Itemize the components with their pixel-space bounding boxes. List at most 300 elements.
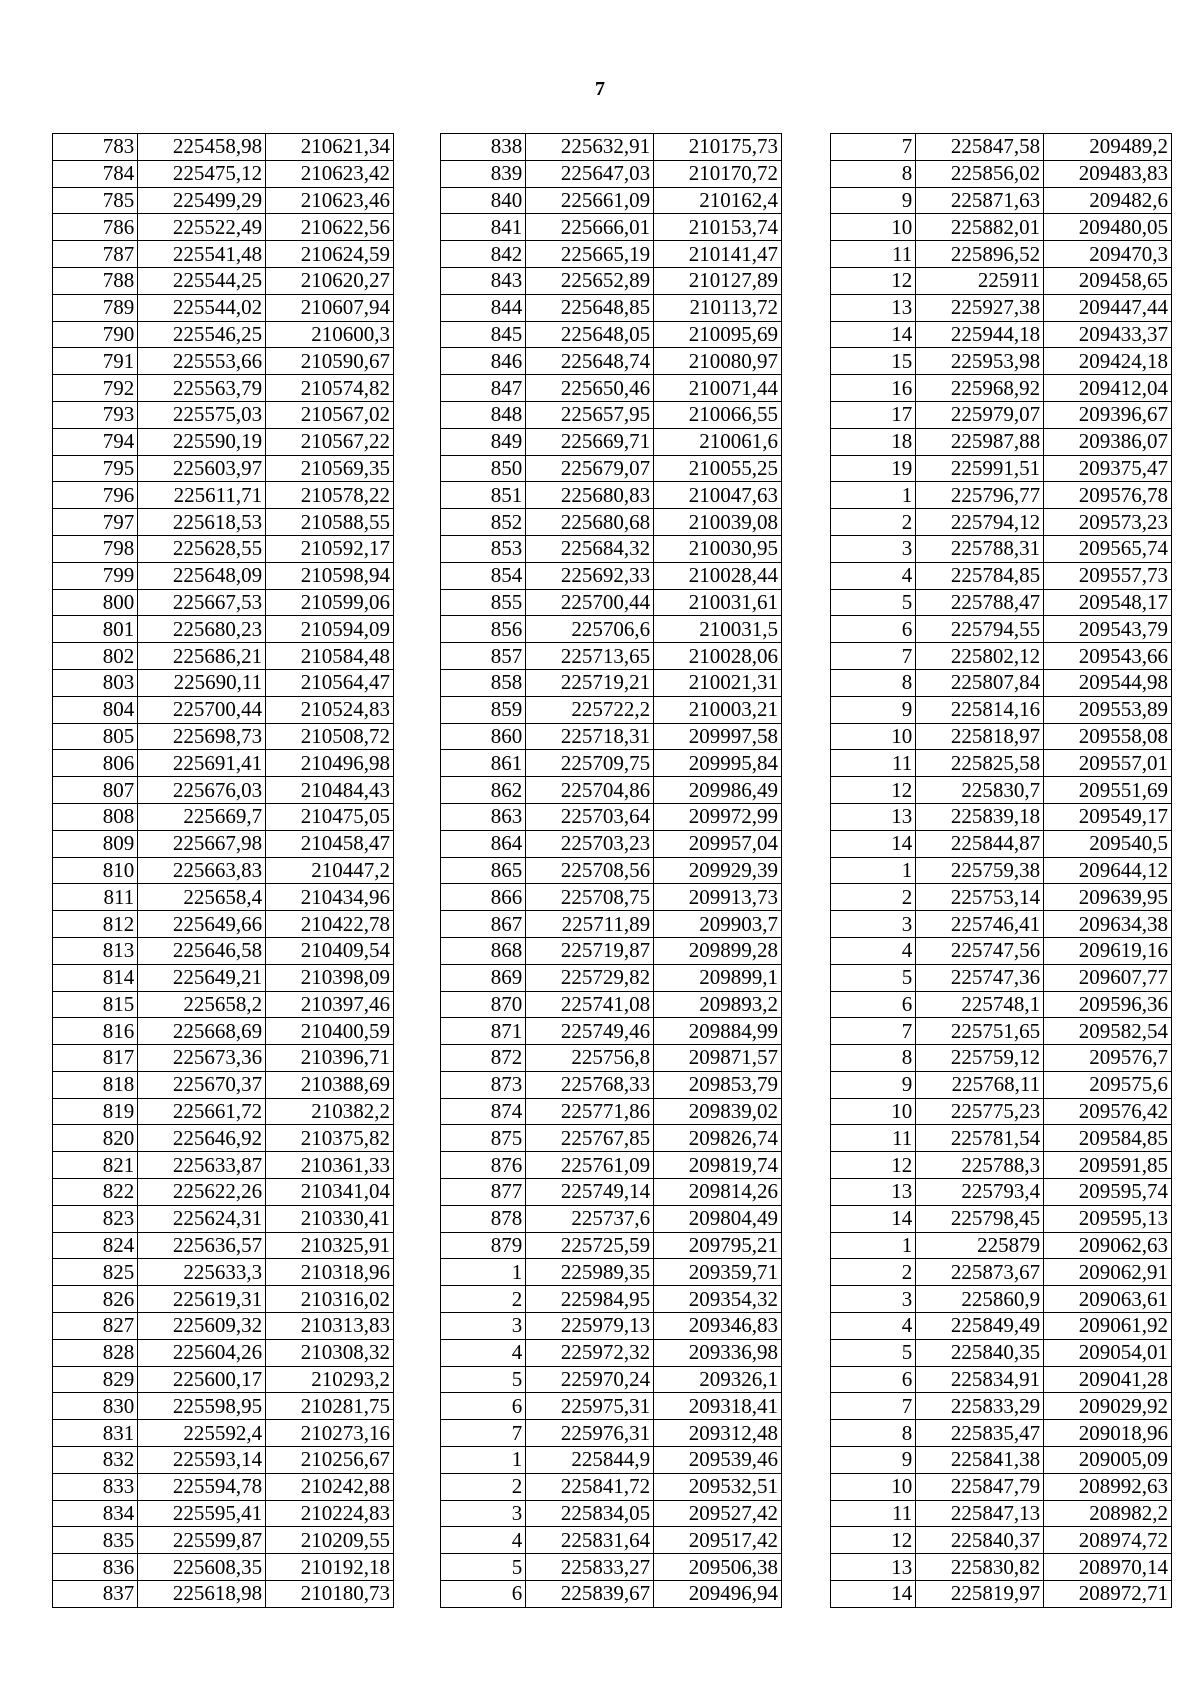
- table-row: [441, 160, 782, 187]
- point-number-cell: 836: [53, 1554, 138, 1581]
- y-coordinate-cell: 210318,96: [266, 1259, 394, 1286]
- y-coordinate-cell: 209619,16: [1044, 937, 1172, 964]
- table-row: [53, 1366, 394, 1393]
- x-coordinate-cell: 225834,91: [916, 1366, 1044, 1393]
- point-number-cell: 790: [53, 321, 138, 348]
- x-coordinate-cell: 225718,31: [526, 723, 654, 750]
- table-row: [53, 1179, 394, 1206]
- x-coordinate-cell: 225753,14: [916, 884, 1044, 911]
- table-row: [441, 1018, 782, 1045]
- x-coordinate-cell: 225658,4: [138, 884, 266, 911]
- table-row: [831, 1420, 1172, 1447]
- table-row: [831, 1581, 1172, 1608]
- point-number-cell: 840: [441, 187, 526, 214]
- y-coordinate-cell: 210382,2: [266, 1098, 394, 1125]
- point-number-cell: 14: [831, 1581, 916, 1608]
- table-row: [441, 1554, 782, 1581]
- table-row: [441, 1393, 782, 1420]
- x-coordinate-cell: 225544,02: [138, 294, 266, 321]
- y-coordinate-cell: 210508,72: [266, 723, 394, 750]
- table-row: [831, 1313, 1172, 1340]
- point-number-cell: 863: [441, 803, 526, 830]
- table-row: [53, 134, 394, 161]
- point-number-cell: 791: [53, 348, 138, 375]
- point-number-cell: 19: [831, 455, 916, 482]
- x-coordinate-cell: 225708,75: [526, 884, 654, 911]
- y-coordinate-cell: 209312,48: [654, 1420, 782, 1447]
- table-row: [53, 1125, 394, 1152]
- y-coordinate-cell: 209558,08: [1044, 723, 1172, 750]
- y-coordinate-cell: 209540,5: [1044, 830, 1172, 857]
- x-coordinate-cell: 225703,64: [526, 803, 654, 830]
- table-row: [831, 1366, 1172, 1393]
- x-coordinate-cell: 225658,2: [138, 991, 266, 1018]
- table-row: [53, 1339, 394, 1366]
- x-coordinate-cell: 225624,31: [138, 1205, 266, 1232]
- y-coordinate-cell: 210434,96: [266, 884, 394, 911]
- y-coordinate-cell: 209424,18: [1044, 348, 1172, 375]
- point-number-cell: 859: [441, 696, 526, 723]
- x-coordinate-cell: 225768,33: [526, 1071, 654, 1098]
- table-row: [441, 911, 782, 938]
- y-coordinate-cell: 210293,2: [266, 1366, 394, 1393]
- y-coordinate-cell: 210458,47: [266, 830, 394, 857]
- point-number-cell: 817: [53, 1045, 138, 1072]
- table-row: [441, 187, 782, 214]
- table-row: [53, 428, 394, 455]
- point-number-cell: 850: [441, 455, 526, 482]
- y-coordinate-cell: 209576,42: [1044, 1098, 1172, 1125]
- x-coordinate-cell: 225788,47: [916, 589, 1044, 616]
- page-number: 7: [595, 78, 605, 100]
- y-coordinate-cell: 209582,54: [1044, 1018, 1172, 1045]
- x-coordinate-cell: 225698,73: [138, 723, 266, 750]
- x-coordinate-cell: 225856,02: [916, 160, 1044, 187]
- y-coordinate-cell: 210127,89: [654, 267, 782, 294]
- table-row: [441, 348, 782, 375]
- y-coordinate-cell: 209062,63: [1044, 1232, 1172, 1259]
- point-number-cell: 3: [441, 1500, 526, 1527]
- x-coordinate-cell: 225944,18: [916, 321, 1044, 348]
- point-number-cell: 787: [53, 241, 138, 268]
- table-row: [831, 214, 1172, 241]
- x-coordinate-cell: 225860,9: [916, 1286, 1044, 1313]
- y-coordinate-cell: 210003,21: [654, 696, 782, 723]
- y-coordinate-cell: 209595,74: [1044, 1179, 1172, 1206]
- y-coordinate-cell: 209853,79: [654, 1071, 782, 1098]
- table-row: [831, 482, 1172, 509]
- x-coordinate-cell: 225839,67: [526, 1581, 654, 1608]
- x-coordinate-cell: 225649,66: [138, 911, 266, 938]
- point-number-cell: 873: [441, 1071, 526, 1098]
- y-coordinate-cell: 209957,04: [654, 830, 782, 857]
- point-number-cell: 783: [53, 134, 138, 161]
- y-coordinate-cell: 209929,39: [654, 857, 782, 884]
- point-number-cell: 1: [831, 857, 916, 884]
- y-coordinate-cell: 210180,73: [266, 1581, 394, 1608]
- x-coordinate-cell: 225991,51: [916, 455, 1044, 482]
- x-coordinate-cell: 225594,78: [138, 1473, 266, 1500]
- x-coordinate-cell: 225667,53: [138, 589, 266, 616]
- table-row: [441, 643, 782, 670]
- table-row: [831, 1232, 1172, 1259]
- x-coordinate-cell: 225798,45: [916, 1205, 1044, 1232]
- y-coordinate-cell: 210524,83: [266, 696, 394, 723]
- y-coordinate-cell: 209814,26: [654, 1179, 782, 1206]
- table-row: [53, 1527, 394, 1554]
- table-row: [441, 937, 782, 964]
- point-number-cell: 8: [831, 160, 916, 187]
- table-row: [53, 509, 394, 536]
- y-coordinate-cell: 210153,74: [654, 214, 782, 241]
- point-number-cell: 829: [53, 1366, 138, 1393]
- y-coordinate-cell: 210047,63: [654, 482, 782, 509]
- x-coordinate-cell: 225788,3: [916, 1152, 1044, 1179]
- x-coordinate-cell: 225896,52: [916, 241, 1044, 268]
- x-coordinate-cell: 225871,63: [916, 187, 1044, 214]
- y-coordinate-cell: 209584,85: [1044, 1125, 1172, 1152]
- x-coordinate-cell: 225841,38: [916, 1447, 1044, 1474]
- point-number-cell: 827: [53, 1313, 138, 1340]
- point-number-cell: 866: [441, 884, 526, 911]
- y-coordinate-cell: 210031,61: [654, 589, 782, 616]
- table-row: [53, 348, 394, 375]
- table-row: [831, 643, 1172, 670]
- point-number-cell: 837: [53, 1581, 138, 1608]
- point-number-cell: 858: [441, 669, 526, 696]
- table-row: [831, 1473, 1172, 1500]
- table-row: [831, 241, 1172, 268]
- x-coordinate-cell: 225703,23: [526, 830, 654, 857]
- x-coordinate-cell: 225749,46: [526, 1018, 654, 1045]
- point-number-cell: 4: [831, 562, 916, 589]
- table-row: [441, 241, 782, 268]
- point-number-cell: 855: [441, 589, 526, 616]
- y-coordinate-cell: 209595,13: [1044, 1205, 1172, 1232]
- x-coordinate-cell: 225784,85: [916, 562, 1044, 589]
- y-coordinate-cell: 209972,99: [654, 803, 782, 830]
- y-coordinate-cell: 208974,72: [1044, 1527, 1172, 1554]
- y-coordinate-cell: 209458,65: [1044, 267, 1172, 294]
- point-number-cell: 849: [441, 428, 526, 455]
- x-coordinate-cell: 225835,47: [916, 1420, 1044, 1447]
- y-coordinate-cell: 210031,5: [654, 616, 782, 643]
- x-coordinate-cell: 225984,95: [526, 1286, 654, 1313]
- table-row: [53, 1045, 394, 1072]
- y-coordinate-cell: 209386,07: [1044, 428, 1172, 455]
- x-coordinate-cell: 225648,85: [526, 294, 654, 321]
- x-coordinate-cell: 225722,2: [526, 696, 654, 723]
- y-coordinate-cell: 210584,48: [266, 643, 394, 670]
- point-number-cell: 12: [831, 777, 916, 804]
- x-coordinate-cell: 225680,83: [526, 482, 654, 509]
- y-coordinate-cell: 209995,84: [654, 750, 782, 777]
- table-row: [831, 1045, 1172, 1072]
- y-coordinate-cell: 210316,02: [266, 1286, 394, 1313]
- point-number-cell: 8: [831, 1420, 916, 1447]
- point-number-cell: 786: [53, 214, 138, 241]
- y-coordinate-cell: 209826,74: [654, 1125, 782, 1152]
- point-number-cell: 11: [831, 241, 916, 268]
- table-row: [53, 187, 394, 214]
- x-coordinate-cell: 225593,14: [138, 1447, 266, 1474]
- point-number-cell: 1: [441, 1259, 526, 1286]
- y-coordinate-cell: 210623,46: [266, 187, 394, 214]
- y-coordinate-cell: 210095,69: [654, 321, 782, 348]
- point-number-cell: 6: [831, 991, 916, 1018]
- table-row: [441, 401, 782, 428]
- x-coordinate-cell: 225802,12: [916, 643, 1044, 670]
- x-coordinate-cell: 225661,09: [526, 187, 654, 214]
- x-coordinate-cell: 225665,19: [526, 241, 654, 268]
- table-row: [53, 1447, 394, 1474]
- x-coordinate-cell: 225709,75: [526, 750, 654, 777]
- table-row: [831, 321, 1172, 348]
- x-coordinate-cell: 225882,01: [916, 214, 1044, 241]
- x-coordinate-cell: 225761,09: [526, 1152, 654, 1179]
- x-coordinate-cell: 225818,97: [916, 723, 1044, 750]
- x-coordinate-cell: 225719,21: [526, 669, 654, 696]
- y-coordinate-cell: 210281,75: [266, 1393, 394, 1420]
- y-coordinate-cell: 210398,09: [266, 964, 394, 991]
- table-row: [831, 830, 1172, 857]
- point-number-cell: 810: [53, 857, 138, 884]
- x-coordinate-cell: 225796,77: [916, 482, 1044, 509]
- y-coordinate-cell: 209639,95: [1044, 884, 1172, 911]
- point-number-cell: 864: [441, 830, 526, 857]
- y-coordinate-cell: 210475,05: [266, 803, 394, 830]
- table-row: [441, 375, 782, 402]
- y-coordinate-cell: 209062,91: [1044, 1259, 1172, 1286]
- table-row: [831, 1527, 1172, 1554]
- point-number-cell: 877: [441, 1179, 526, 1206]
- x-coordinate-cell: 225618,53: [138, 509, 266, 536]
- point-number-cell: 868: [441, 937, 526, 964]
- point-number-cell: 861: [441, 750, 526, 777]
- coordinates-table-middle: [440, 133, 782, 1608]
- y-coordinate-cell: 209412,04: [1044, 375, 1172, 402]
- x-coordinate-cell: 225841,72: [526, 1473, 654, 1500]
- point-number-cell: 860: [441, 723, 526, 750]
- y-coordinate-cell: 208972,71: [1044, 1581, 1172, 1608]
- x-coordinate-cell: 225975,31: [526, 1393, 654, 1420]
- table-row: [53, 241, 394, 268]
- y-coordinate-cell: 210028,06: [654, 643, 782, 670]
- table-row: [53, 482, 394, 509]
- point-number-cell: 5: [441, 1366, 526, 1393]
- y-coordinate-cell: 209496,94: [654, 1581, 782, 1608]
- point-number-cell: 784: [53, 160, 138, 187]
- point-number-cell: 839: [441, 160, 526, 187]
- point-number-cell: 12: [831, 1152, 916, 1179]
- table-row: [441, 1286, 782, 1313]
- x-coordinate-cell: 225748,1: [916, 991, 1044, 1018]
- y-coordinate-cell: 210620,27: [266, 267, 394, 294]
- point-number-cell: 812: [53, 911, 138, 938]
- x-coordinate-cell: 225972,32: [526, 1339, 654, 1366]
- x-coordinate-cell: 225814,16: [916, 696, 1044, 723]
- table-row: [831, 1125, 1172, 1152]
- y-coordinate-cell: 209018,96: [1044, 1420, 1172, 1447]
- y-coordinate-cell: 210175,73: [654, 134, 782, 161]
- point-number-cell: 800: [53, 589, 138, 616]
- x-coordinate-cell: 225970,24: [526, 1366, 654, 1393]
- x-coordinate-cell: 225700,44: [526, 589, 654, 616]
- point-number-cell: 3: [831, 535, 916, 562]
- table-row: [831, 1286, 1172, 1313]
- table-row: [53, 1581, 394, 1608]
- y-coordinate-cell: 209871,57: [654, 1045, 782, 1072]
- y-coordinate-cell: 210021,31: [654, 669, 782, 696]
- y-coordinate-cell: 209576,7: [1044, 1045, 1172, 1072]
- x-coordinate-cell: 225819,97: [916, 1581, 1044, 1608]
- point-number-cell: 794: [53, 428, 138, 455]
- point-number-cell: 843: [441, 267, 526, 294]
- point-number-cell: 857: [441, 643, 526, 670]
- point-number-cell: 815: [53, 991, 138, 1018]
- point-number-cell: 876: [441, 1152, 526, 1179]
- point-number-cell: 826: [53, 1286, 138, 1313]
- x-coordinate-cell: 225775,23: [916, 1098, 1044, 1125]
- table-row: [831, 1152, 1172, 1179]
- point-number-cell: 807: [53, 777, 138, 804]
- x-coordinate-cell: 225663,83: [138, 857, 266, 884]
- point-number-cell: 7: [831, 134, 916, 161]
- x-coordinate-cell: 225669,71: [526, 428, 654, 455]
- x-coordinate-cell: 225544,25: [138, 267, 266, 294]
- x-coordinate-cell: 225729,82: [526, 964, 654, 991]
- table-row: [441, 830, 782, 857]
- point-number-cell: 814: [53, 964, 138, 991]
- point-number-cell: 14: [831, 830, 916, 857]
- y-coordinate-cell: 210061,6: [654, 428, 782, 455]
- table-row: [53, 1152, 394, 1179]
- table-row: [831, 535, 1172, 562]
- point-number-cell: 842: [441, 241, 526, 268]
- table-row: [831, 1179, 1172, 1206]
- table-row: [831, 1259, 1172, 1286]
- table-row: [831, 589, 1172, 616]
- table-row: [441, 428, 782, 455]
- table-row: [831, 294, 1172, 321]
- table-row: [53, 830, 394, 857]
- x-coordinate-cell: 225668,69: [138, 1018, 266, 1045]
- y-coordinate-cell: 209359,71: [654, 1259, 782, 1286]
- point-number-cell: 846: [441, 348, 526, 375]
- table-row: [831, 777, 1172, 804]
- point-number-cell: 831: [53, 1420, 138, 1447]
- table-row: [441, 1232, 782, 1259]
- x-coordinate-cell: 225475,12: [138, 160, 266, 187]
- y-coordinate-cell: 209899,28: [654, 937, 782, 964]
- table-row: [441, 1071, 782, 1098]
- table-row: [53, 1473, 394, 1500]
- table-row: [53, 964, 394, 991]
- table-row: [441, 1179, 782, 1206]
- point-number-cell: 10: [831, 1473, 916, 1500]
- x-coordinate-cell: 225834,05: [526, 1500, 654, 1527]
- table-row: [441, 1527, 782, 1554]
- y-coordinate-cell: 210409,54: [266, 937, 394, 964]
- y-coordinate-cell: 210080,97: [654, 348, 782, 375]
- x-coordinate-cell: 225679,07: [526, 455, 654, 482]
- y-coordinate-cell: 210590,67: [266, 348, 394, 375]
- x-coordinate-cell: 225725,59: [526, 1232, 654, 1259]
- table-row: [441, 294, 782, 321]
- y-coordinate-cell: 210141,47: [654, 241, 782, 268]
- x-coordinate-cell: 225708,56: [526, 857, 654, 884]
- point-number-cell: 874: [441, 1098, 526, 1125]
- x-coordinate-cell: 225847,79: [916, 1473, 1044, 1500]
- point-number-cell: 6: [441, 1581, 526, 1608]
- y-coordinate-cell: 210599,06: [266, 589, 394, 616]
- table-row: [441, 777, 782, 804]
- y-coordinate-cell: 210592,17: [266, 535, 394, 562]
- x-coordinate-cell: 225927,38: [916, 294, 1044, 321]
- table-row: [441, 134, 782, 161]
- table-row: [441, 589, 782, 616]
- x-coordinate-cell: 225604,26: [138, 1339, 266, 1366]
- y-coordinate-cell: 210170,72: [654, 160, 782, 187]
- y-coordinate-cell: 210578,22: [266, 482, 394, 509]
- x-coordinate-cell: 225953,98: [916, 348, 1044, 375]
- point-number-cell: 875: [441, 1125, 526, 1152]
- point-number-cell: 832: [53, 1447, 138, 1474]
- table-row: [53, 267, 394, 294]
- point-number-cell: 802: [53, 643, 138, 670]
- point-number-cell: 12: [831, 1527, 916, 1554]
- x-coordinate-cell: 225840,35: [916, 1339, 1044, 1366]
- x-coordinate-cell: 225747,36: [916, 964, 1044, 991]
- y-coordinate-cell: 210574,82: [266, 375, 394, 402]
- y-coordinate-cell: 210341,04: [266, 1179, 394, 1206]
- x-coordinate-cell: 225911: [916, 267, 1044, 294]
- y-coordinate-cell: 210030,95: [654, 535, 782, 562]
- x-coordinate-cell: 225690,11: [138, 669, 266, 696]
- point-number-cell: 7: [831, 1018, 916, 1045]
- y-coordinate-cell: 210273,16: [266, 1420, 394, 1447]
- point-number-cell: 828: [53, 1339, 138, 1366]
- y-coordinate-cell: 209447,44: [1044, 294, 1172, 321]
- table-row: [53, 937, 394, 964]
- table-row: [441, 562, 782, 589]
- table-row: [53, 214, 394, 241]
- x-coordinate-cell: 225825,58: [916, 750, 1044, 777]
- point-number-cell: 824: [53, 1232, 138, 1259]
- table-row: [53, 643, 394, 670]
- y-coordinate-cell: 209795,21: [654, 1232, 782, 1259]
- table-row: [831, 375, 1172, 402]
- table-row: [831, 991, 1172, 1018]
- table-row: [831, 1071, 1172, 1098]
- x-coordinate-cell: 225669,7: [138, 803, 266, 830]
- x-coordinate-cell: 225711,89: [526, 911, 654, 938]
- y-coordinate-cell: 210567,02: [266, 401, 394, 428]
- x-coordinate-cell: 225968,92: [916, 375, 1044, 402]
- x-coordinate-cell: 225650,46: [526, 375, 654, 402]
- point-number-cell: 3: [831, 911, 916, 938]
- x-coordinate-cell: 225749,14: [526, 1179, 654, 1206]
- point-number-cell: 862: [441, 777, 526, 804]
- x-coordinate-cell: 225756,8: [526, 1045, 654, 1072]
- x-coordinate-cell: 225592,4: [138, 1420, 266, 1447]
- table-row: [831, 1205, 1172, 1232]
- table-row: [831, 884, 1172, 911]
- point-number-cell: 18: [831, 428, 916, 455]
- table-row: [53, 991, 394, 1018]
- coordinates-table-right: [830, 133, 1172, 1608]
- point-number-cell: 3: [831, 1286, 916, 1313]
